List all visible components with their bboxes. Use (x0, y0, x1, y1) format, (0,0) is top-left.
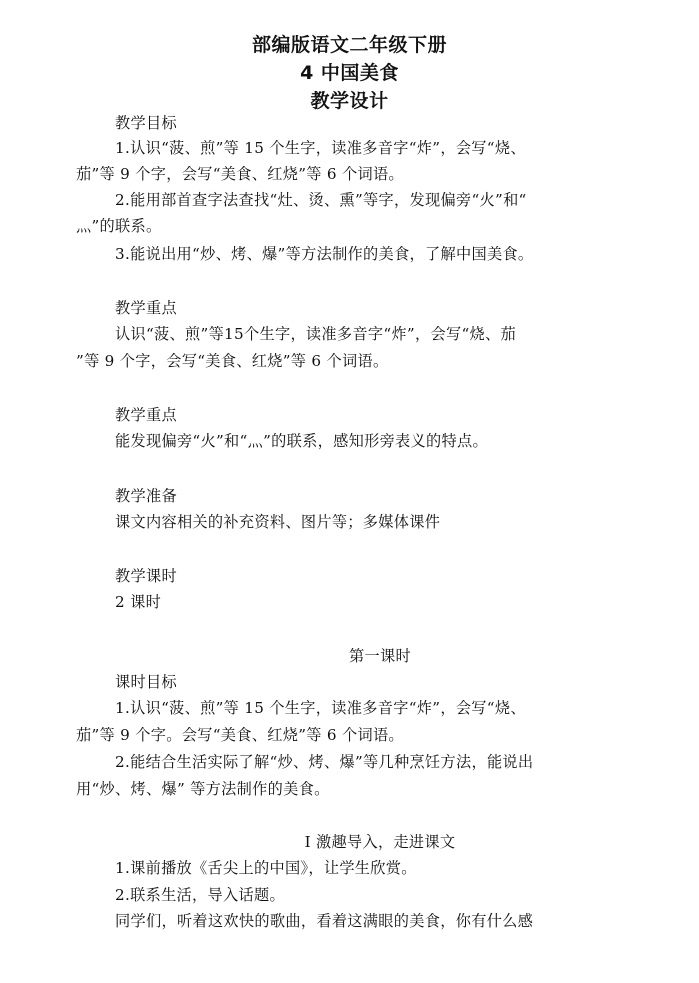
periods-text: 2 课时 (115, 593, 162, 611)
lesson-title: 4 中国美食 (300, 62, 399, 84)
section-one-line: 1.课前播放《舌尖上的中国》，让学生欣赏。 (115, 859, 417, 877)
first-period-title: 第一课时 (349, 647, 411, 665)
goals-heading: 教学目标 (115, 114, 177, 132)
prep-text: 课文内容相关的补充资料、图片等；多媒体课件 (115, 513, 441, 531)
design-title: 教学设计 (310, 90, 389, 112)
section-one-line: 同学们，听着这欢快的歌曲，看着这满眼的美食，你有什么感 (115, 912, 534, 930)
key-points-line: 认识“菠、煎”等15个生字，读准多音字“炸”，会写“烧、茄 (115, 325, 516, 343)
first-period-goal-line: 1.认识“菠、煎”等 15 个生字，读准多音字“炸”，会写“烧、 (115, 699, 526, 717)
key-points-line: ”等 9 个字，会写“美食、红烧”等 6 个词语。 (76, 352, 389, 370)
section-one-title: Ⅰ 激趣导入，走进课文 (304, 833, 456, 851)
goal-line: 茄”等 9 个字，会写“美食、红烧”等 6 个词语。 (76, 165, 404, 183)
difficulty-text: 能发现偏旁“火”和“灬”的联系，感知形旁表义的特点。 (115, 432, 488, 450)
first-period-goal-line: 2.能结合生活实际了解“炒、烤、爆”等几种烹饪方法，能说出 (115, 753, 534, 771)
first-period-goal-heading: 课时目标 (115, 673, 177, 691)
book-title: 部编版语文二年级下册 (251, 34, 447, 56)
section-one-line: 2.联系生活，导入话题。 (115, 886, 285, 904)
goal-line: 3.能说出用“炒、烤、爆”等方法制作的美食，了解中国美食。 (115, 245, 534, 263)
first-period-goal-line: 茄”等 9 个字。会写“美食、红烧”等 6 个词语。 (76, 726, 404, 744)
first-period-goal-line: 用“炒、烤、爆” 等方法制作的美食。 (76, 780, 330, 798)
goal-line: 灬”的联系。 (76, 217, 162, 235)
goal-line: 2.能用部首查字法查找“灶、烫、熏”等字，发现偏旁“火”和“ (115, 191, 527, 209)
periods-heading: 教学课时 (115, 567, 177, 585)
prep-heading: 教学准备 (115, 487, 177, 505)
key-points-heading: 教学重点 (115, 299, 177, 317)
goal-line: 1.认识“菠、煎”等 15 个生字，读准多音字“炸”，会写“烧、 (115, 139, 526, 157)
difficulty-heading: 教学重点 (115, 406, 177, 424)
